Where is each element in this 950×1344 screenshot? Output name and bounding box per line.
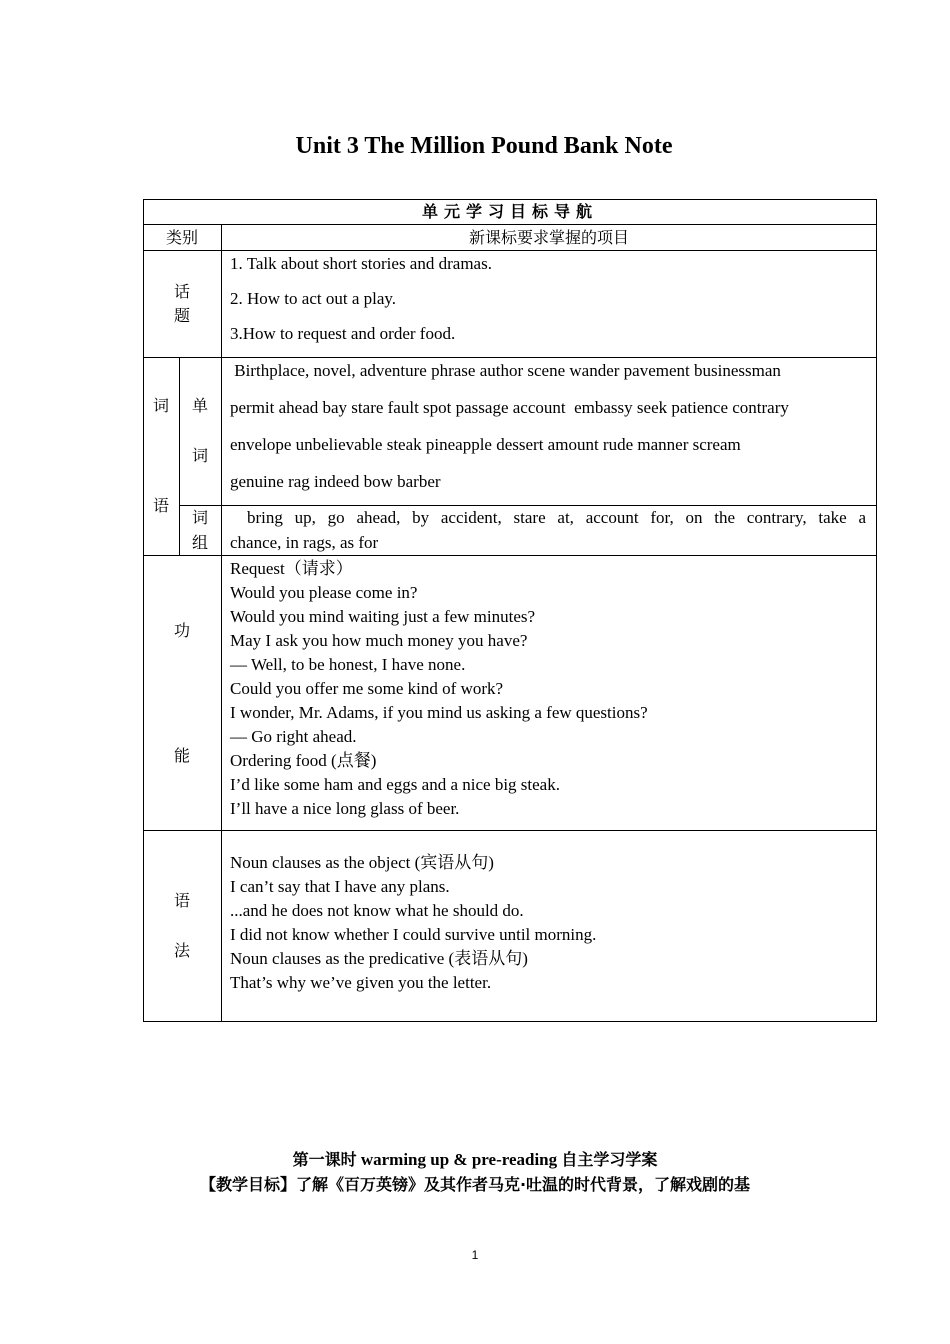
function-line: Could you offer me some kind of work? (230, 679, 504, 698)
document-title: Unit 3 The Million Pound Bank Note (295, 133, 673, 159)
lesson-title-en: warming up & pre-reading (356, 1150, 562, 1169)
column-header-items: 新课标要求掌握的项目 (468, 228, 629, 247)
phrase-list-line: bring up, go ahead, by accident, stare at, account for, on the contrary, take a (247, 508, 866, 527)
vocab-label-1: 词 (152, 396, 169, 415)
lesson-title-zh: 第一课时 (292, 1150, 357, 1169)
phrases-label-1: 词 (191, 508, 208, 527)
grammar-line: ...and he does not know what he should do. (230, 901, 524, 920)
function-line: — Well, to be honest, I have none. (230, 655, 466, 674)
function-examples (230, 557, 648, 821)
word-list-line: genuine rag indeed bow barber (230, 472, 441, 491)
grammar-examples (230, 851, 596, 995)
table-header: 单元学习目标导航 (421, 202, 598, 221)
word-list-line: permit ahead bay stare fault spot passage account embassy seek patience contrary (230, 398, 789, 417)
page-number: 1 (471, 1248, 479, 1262)
word-list-line: Birthplace, novel, adventure phrase author scene wander pavement businessman (230, 361, 781, 380)
function-line: May I ask you how much money you have? (230, 631, 528, 650)
teaching-objective: 【教学目标】了解《百万英镑》及其作者马克·吐温的时代背景，了解戏剧的基 (199, 1175, 751, 1194)
function-line: — Go right ahead. (230, 727, 357, 746)
grammar-label-2: 法 (173, 941, 190, 960)
topic-item: 2. How to act out a play. (230, 289, 397, 308)
function-line: Would you please come in? (230, 583, 418, 602)
function-line: Request（请求） (230, 559, 353, 578)
function-line: Would you mind waiting just a few minutes? (230, 607, 536, 626)
words-label-2: 词 (191, 446, 208, 465)
phrase-list-line: chance, in rags, as for (230, 533, 379, 552)
topic-item: 1. Talk about short stories and dramas. (230, 254, 492, 273)
topic-label-1: 话 (173, 282, 190, 301)
function-line: Ordering food (点餐) (230, 751, 377, 770)
function-line: I wonder, Mr. Adams, if you mind us asking a few questions? (230, 703, 648, 722)
grammar-label-1: 语 (173, 891, 190, 910)
vocab-label-2: 语 (152, 496, 169, 515)
grammar-line: Noun clauses as the predicative (表语从句) (230, 949, 528, 968)
unit-goals-table (143, 199, 877, 1022)
grammar-line: That’s why we’ve given you the letter. (230, 973, 492, 992)
grammar-line: Noun clauses as the object (宾语从句) (230, 853, 494, 872)
topic-label-2: 题 (173, 306, 190, 325)
topic-item: 3.How to request and order food. (230, 324, 456, 343)
grammar-line: I did not know whether I could survive until morning. (230, 925, 597, 944)
function-line: I’ll have a nice long glass of beer. (230, 799, 460, 818)
grammar-line: I can’t say that I have any plans. (230, 877, 450, 896)
words-label-1: 单 (191, 396, 208, 415)
column-header-category: 类别 (165, 228, 198, 247)
function-label-2: 能 (173, 746, 190, 765)
word-list-line: envelope unbelievable steak pineapple dessert amount rude manner scream (230, 435, 741, 454)
function-line: I’d like some ham and eggs and a nice big steak. (230, 775, 560, 794)
lesson-title (0, 1147, 950, 1170)
phrases-label-2: 组 (191, 533, 208, 552)
function-label-1: 功 (173, 621, 190, 640)
lesson-title-zh-suffix: 自主学习学案 (561, 1150, 658, 1169)
